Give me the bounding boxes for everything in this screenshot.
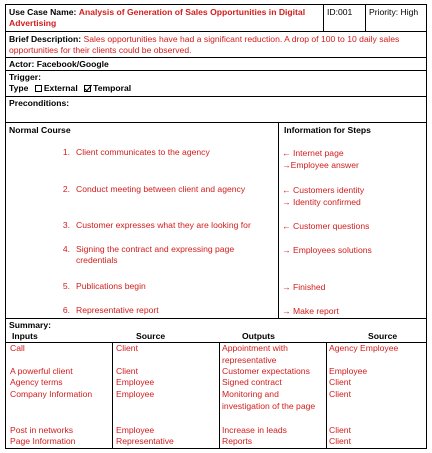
info-step-6 [282,305,339,317]
summary-output: Reports [222,436,253,446]
summary-output-source: Client [329,377,351,387]
step-text: Client communicates to the agency [76,147,210,157]
brief-description-row [6,32,426,58]
temporal-checkbox[interactable] [84,85,91,92]
use-case-id: ID:001 [327,7,353,17]
step-text: Publications begin [76,281,146,291]
step-number: 5. [62,281,70,291]
summary-input: A powerful client [10,366,73,376]
step-number: 3. [62,220,70,230]
summary-input-source: Employee [116,425,155,435]
step-text: Conduct meeting between client and agency [76,184,246,194]
external-checkbox[interactable] [35,85,42,92]
summary-input-source: Client [116,343,138,353]
preconditions-row [6,97,426,123]
info-line: →Employee answer [282,160,359,170]
priority-cell [365,5,428,31]
info-line: → Identity confirmed [282,197,361,207]
info-line: ← Customers identity [282,185,365,195]
external-label: External [43,83,78,93]
step-number: 2. [62,184,70,194]
inputs-header: Inputs [12,331,38,341]
info-step-5 [282,281,325,293]
actor-row [6,58,426,71]
normal-course-row [6,123,426,319]
priority: Priority: High [369,7,419,17]
use-case-name-cell [6,5,323,31]
summary-divider [112,342,113,448]
trigger-cell [6,71,426,96]
info-for-steps-label: Information for Steps [278,123,426,318]
summary-input: Agency terms [10,377,63,387]
info-line: → Finished [282,282,326,292]
summary-output: Signed contract [222,377,282,387]
summary-input: Post in networks [10,425,74,435]
summary-output-source: Agency Employee [329,343,399,353]
summary-output-source: Employee [329,366,368,376]
step-text: Signing the contract and expressing page credentials [76,244,235,265]
use-case-form [5,4,427,449]
summary-input-source: Representative [116,436,174,446]
summary-output: Appointment with representative [222,343,288,365]
summary-input: Page Information [10,436,76,446]
step-text: Representative report [76,305,159,315]
brief-label: Brief Description: [9,34,82,44]
use-case-label: Use Case Name: [9,7,77,17]
source-header: Source [136,331,166,341]
info-line: ← Internet page [282,148,344,158]
summary-input: Company Information [10,389,93,399]
summary-header-row [6,331,426,343]
actor: Actor: Facebook/Google [9,59,109,69]
info-step-3 [282,220,369,232]
temporal-label: Temporal [93,83,132,93]
summary-output: Increase in leads [222,425,287,435]
info-line: → Make report [282,306,339,316]
brief-description-cell [6,32,426,57]
info-step-2 [282,184,364,208]
summary-output: Monitoring and investigation of the page [222,389,316,411]
id-cell [323,5,365,31]
summary-output: Customer expectations [222,366,310,376]
step-text: Customer expresses what they are looking for [76,220,251,230]
step-number: 6. [62,305,70,315]
summary-output-source: Client [329,389,351,399]
trigger-label: Trigger: [9,72,41,82]
source2-header: Source [368,331,398,341]
normal-course-label: Normal Course [9,125,71,135]
info-step-4 [282,244,372,256]
summary-output-source: Client [329,425,351,435]
brief-text: Sales opportunities have had a significant reduction. A drop of 100 to 10 daily sales opportunities for their clients could be observed. [9,34,400,55]
summary-input: Call [10,343,25,353]
use-case-name: Analysis of Generation of Sales Opportunities in Digital Advertising [9,7,306,28]
summary-label: Summary: [9,320,52,330]
summary-output-source: Client [329,436,351,446]
preconditions-label: Preconditions: [9,98,70,108]
step-number: 4. [62,244,70,254]
summary-input-source: Employee [116,377,155,387]
header-row [6,5,426,32]
summary-input-source: Client [116,366,138,376]
step-number: 1. [62,147,70,157]
info-line: ← Customer questions [282,221,370,231]
summary-input-source: Employee [116,389,155,399]
type-label: Type [9,83,29,93]
info-step-1 [282,147,359,171]
summary-divider [219,342,220,448]
info-line: → Employees solutions [282,245,372,255]
summary-divider [326,342,327,448]
trigger-row [6,71,426,97]
outputs-header: Outputs [242,331,275,341]
